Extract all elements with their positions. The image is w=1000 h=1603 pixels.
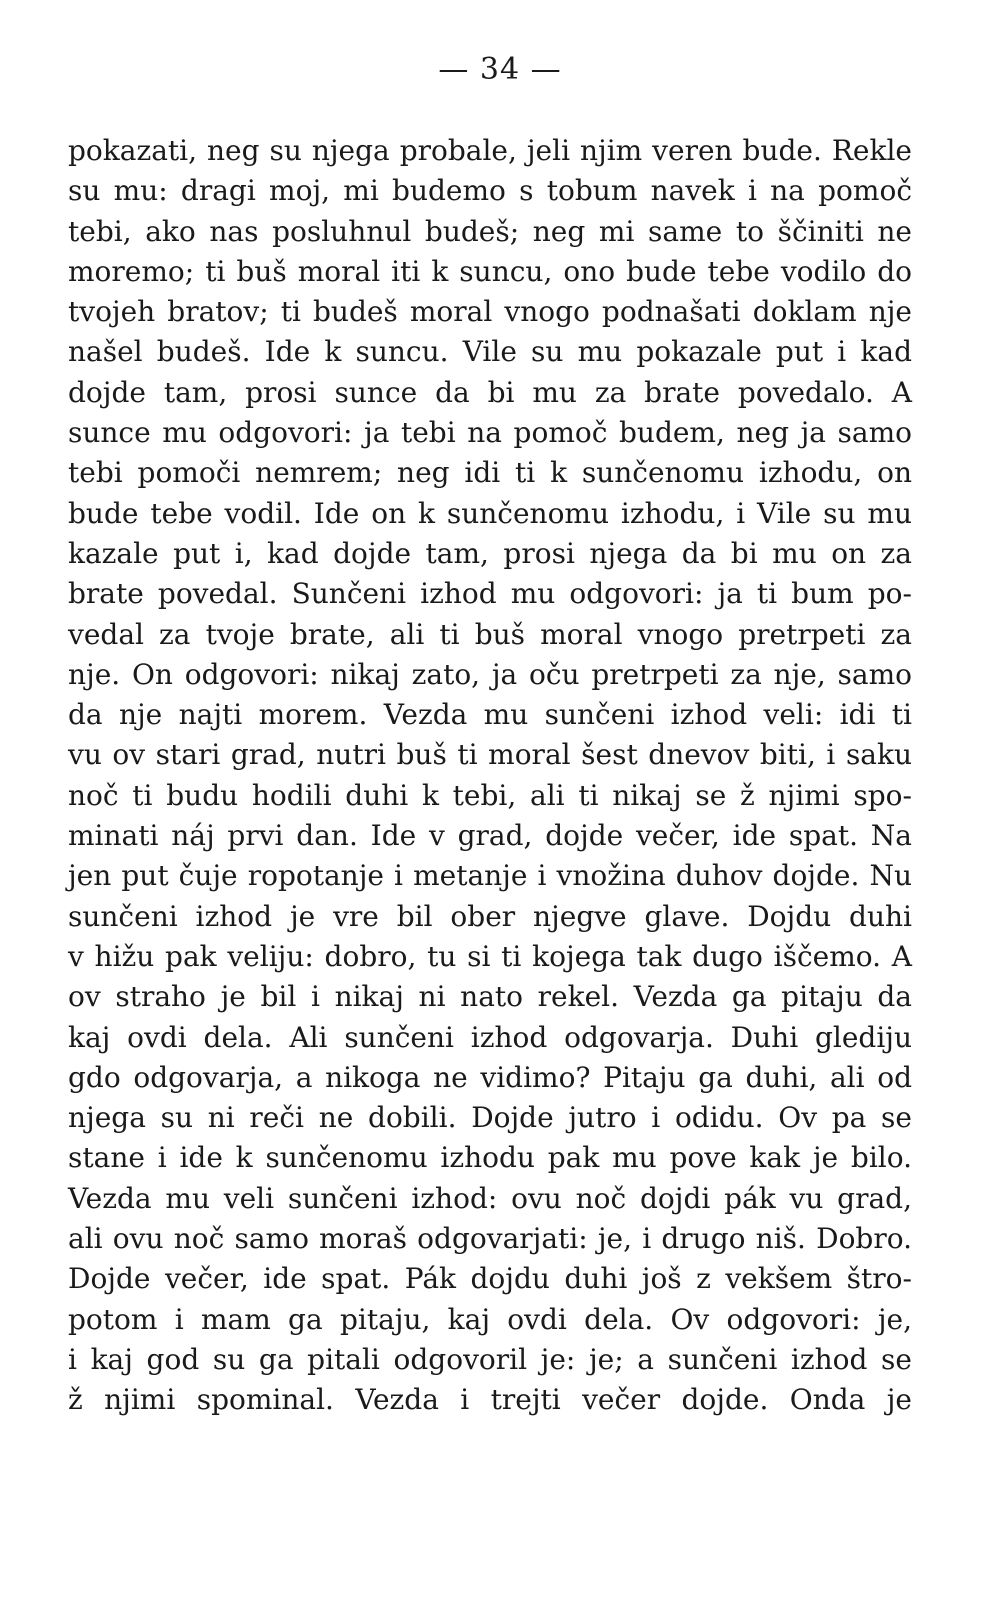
text-line: nje. On odgovori: nikaj zato, ja oču pretrpeti za nje, samo: [68, 657, 912, 691]
text-line: potom i mam ga pitaju, kaj ovdi dela. Ov odgovori: je,: [68, 1302, 912, 1336]
text-line: gdo odgovarja, a nikoga ne vidimo? Pitaju ga duhi, ali od: [68, 1060, 912, 1094]
text-line: ali ovu noč samo moraš odgovarjati: je, i drugo niš. Dobro.: [68, 1222, 912, 1256]
text-line: pokazati, neg su njega probale, jeli njim veren bude. Rekle: [68, 134, 912, 167]
text-line: kazale put i, kad dojde tam, prosi njega da bi mu on za: [68, 536, 912, 570]
page-number: — 34 —: [438, 52, 562, 87]
text-line: kaj ovdi dela. Ali sunčeni izhod odgovarja. Duhi glediju: [68, 1020, 912, 1054]
text-line: vedal za tvoje brate, ali ti buš moral vnogo pretrpeti za: [68, 617, 912, 651]
text-line: ž njimi spominal. Vezda i trejti večer dojde. Onda je: [68, 1383, 912, 1417]
text-line: minati náj prvi dan. Ide v grad, dojde večer, ide spat. Na: [68, 819, 912, 853]
text-line: brate povedal. Sunčeni izhod mu odgovori: ja ti bum po-: [68, 577, 912, 611]
text-line: sunce mu odgovori: ja tebi na pomoč budem, neg ja samo: [68, 416, 912, 450]
text-line: Dojde večer, ide spat. Pák dojdu duhi još z vekšem štro-: [68, 1262, 912, 1296]
text-line: našel budeš. Ide k suncu. Vile su mu pokazale put i kad: [68, 335, 912, 369]
text-line: moremo; ti buš moral iti k suncu, ono bude tebe vodilo do: [68, 254, 912, 288]
text-line: vu ov stari grad, nutri buš ti moral šest dnevov biti, i saku: [68, 738, 912, 772]
text-line: Vezda mu veli sunčeni izhod: ovu noč dojdi pák vu grad,: [68, 1181, 912, 1215]
text-line: da nje najti morem. Vezda mu sunčeni izhod veli: idi ti: [68, 698, 912, 732]
text-line: tebi, ako nas posluhnul budeš; neg mi same to ščiniti ne: [68, 214, 912, 248]
body-text: [68, 131, 912, 1421]
text-line: sunčeni izhod je vre bil ober njegve glave. Dojdu duhi: [68, 899, 912, 933]
text-line: stane i ide k sunčenomu izhodu pak mu pove kak je bilo.: [68, 1141, 912, 1175]
text-line: v hižu pak veliju: dobro, tu si ti kojega tak dugo iščemo. A: [68, 939, 912, 973]
text-line: tebi pomoči nemrem; neg idi ti k sunčenomu izhodu, on: [68, 456, 912, 490]
text-line: njega su ni reči ne dobili. Dojde jutro i odidu. Ov pa se: [68, 1101, 912, 1135]
text-line: bude tebe vodil. Ide on k sunčenomu izhodu, i Vile su mu: [68, 496, 912, 530]
text-line: dojde tam, prosi sunce da bi mu za brate povedalo. A: [68, 375, 912, 409]
text-line: ov straho je bil i nikaj ni nato rekel. Vezda ga pitaju da: [68, 980, 912, 1014]
text-line: noč ti budu hodili duhi k tebi, ali ti nikaj se ž njimi spo-: [68, 778, 912, 812]
text-line: jen put čuje ropotanje i metanje i vnožina duhov dojde. Nu: [68, 859, 912, 893]
text-line: su mu: dragi moj, mi budemo s tobum navek i na pomoč: [68, 174, 912, 208]
text-line: i kaj god su ga pitali odgovoril je: je; a sunčeni izhod se: [68, 1342, 912, 1376]
text-line: tvojeh bratov; ti budeš moral vnogo podnašati doklam nje: [68, 295, 912, 329]
